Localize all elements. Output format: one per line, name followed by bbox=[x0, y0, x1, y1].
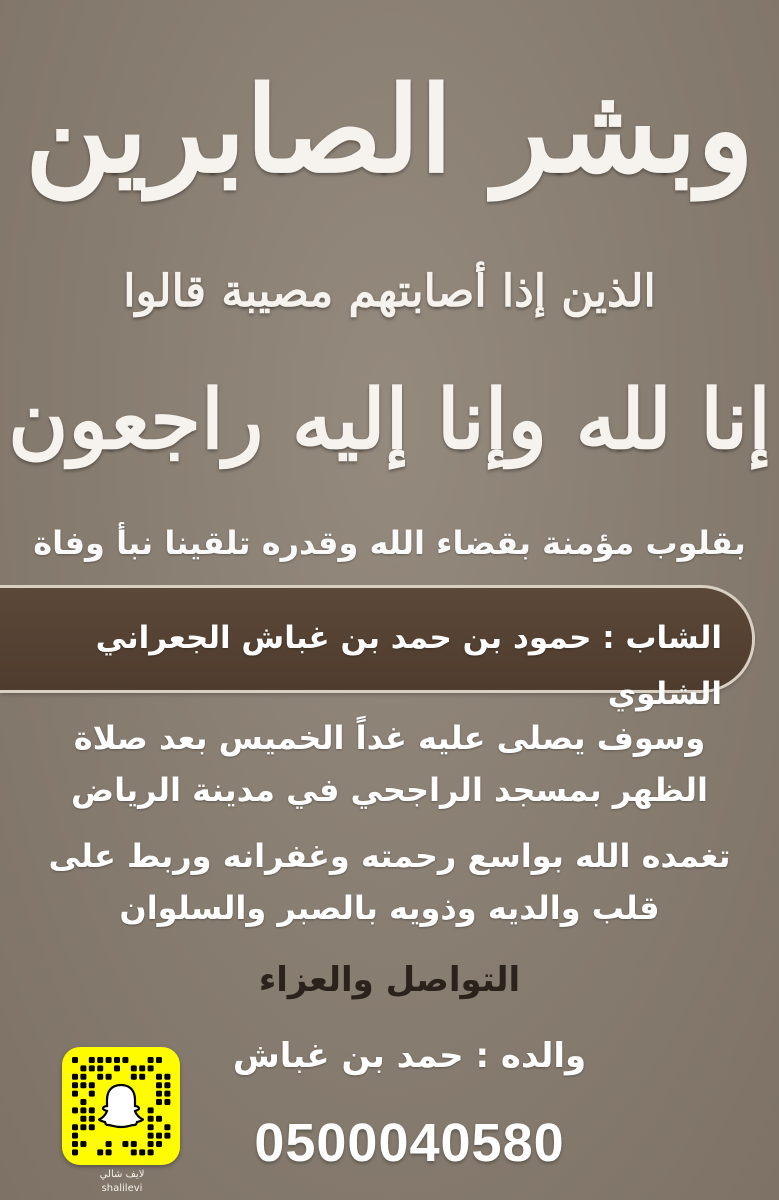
snapcode-dot bbox=[156, 1091, 162, 1097]
snapcode-dot bbox=[106, 1141, 112, 1147]
snapcode-dot bbox=[97, 1074, 103, 1080]
snapcode-dot bbox=[72, 1082, 78, 1088]
snapcode-dot bbox=[97, 1057, 103, 1063]
snapcode-dot bbox=[156, 1082, 162, 1088]
snapcode-dot bbox=[164, 1082, 170, 1088]
snapcode-dot bbox=[148, 1057, 154, 1063]
snapcode-dot bbox=[156, 1074, 162, 1080]
snapcode-dot bbox=[156, 1133, 162, 1139]
snapcode-dot bbox=[97, 1065, 103, 1071]
snapcode-dot bbox=[106, 1074, 112, 1080]
snapcode-dot bbox=[122, 1057, 128, 1063]
snapcode[interactable] bbox=[62, 1047, 180, 1165]
snapcode-dot bbox=[131, 1074, 137, 1080]
snapcode-dot bbox=[164, 1074, 170, 1080]
snapcode-dot bbox=[80, 1065, 86, 1071]
snapcode-dot bbox=[164, 1091, 170, 1097]
snapcode-dot bbox=[80, 1124, 86, 1130]
snapcode-dot bbox=[89, 1124, 95, 1130]
prayer-line-2: الظهر بمسجد الراجحي في مدينة الرياض bbox=[71, 771, 708, 809]
verse-main-calligraphy: وبشر الصابرين bbox=[25, 60, 754, 199]
snapcode-dot bbox=[80, 1082, 86, 1088]
prayer-line-1: وسوف يصلى عليه غداً الخميس بعد صلاة bbox=[73, 719, 706, 757]
snapcode-dot bbox=[148, 1107, 154, 1113]
snapchat-ghost-icon bbox=[98, 1081, 144, 1131]
snapcode-dot bbox=[164, 1133, 170, 1139]
father-name: والده : حمد بن غباش bbox=[232, 1036, 587, 1076]
snapcode-dot bbox=[89, 1107, 95, 1113]
snapcode-dot bbox=[80, 1099, 86, 1105]
snapcode-dot bbox=[122, 1141, 128, 1147]
deceased-name: الشاب : حمود بن حمد بن غباش الجعراني الشلوي bbox=[95, 620, 722, 712]
snapcode-dot bbox=[156, 1057, 162, 1063]
snapcode-dot bbox=[164, 1124, 170, 1130]
snapcode-dot bbox=[80, 1074, 86, 1080]
prayer-announcement bbox=[40, 712, 739, 816]
snapcode-dot bbox=[72, 1107, 78, 1113]
snapcode-dot bbox=[89, 1082, 95, 1088]
supplication bbox=[40, 830, 739, 934]
snapcode-dot bbox=[72, 1133, 78, 1139]
supplication-line-2: قلب والديه وذويه بالصبر والسلوان bbox=[119, 889, 660, 927]
snapcode-label-arabic: لايف شالي bbox=[99, 1169, 145, 1180]
snapcode-dot bbox=[80, 1141, 86, 1147]
snapcode-dot bbox=[80, 1107, 86, 1113]
snapcode-dot bbox=[139, 1065, 145, 1071]
snapcode-dot bbox=[114, 1065, 120, 1071]
snapcode-dot bbox=[131, 1065, 137, 1071]
verse-line-2-calligraphy: إنا لله وإنا إليه راجعون bbox=[8, 372, 771, 468]
snapcode-dot bbox=[72, 1124, 78, 1130]
snapcode-dot bbox=[164, 1099, 170, 1105]
snapcode-dot bbox=[156, 1141, 162, 1147]
snapcode-dot bbox=[148, 1065, 154, 1071]
snapcode-dot bbox=[72, 1141, 78, 1147]
snapcode-dot bbox=[156, 1116, 162, 1122]
snapcode-dot bbox=[89, 1065, 95, 1071]
phone-number[interactable]: 0500040580 bbox=[254, 1113, 565, 1173]
contact-title: التواصل والعزاء bbox=[258, 960, 521, 1000]
intro-text: بقلوب مؤمنة بقضاء الله وقدره تلقينا نبأ وفاة bbox=[33, 524, 746, 562]
snapcode-label-handle: shalilevi bbox=[101, 1183, 143, 1194]
snapcode-dot bbox=[72, 1149, 78, 1155]
snapcode-dot bbox=[148, 1141, 154, 1147]
supplication-line-1: تغمده الله بواسع رحمته وغفرانه وربط على bbox=[48, 837, 731, 875]
snapcode-dot bbox=[72, 1091, 78, 1097]
snapcode-dot bbox=[89, 1091, 95, 1097]
snapcode-dot bbox=[156, 1099, 162, 1105]
snapcode-dot bbox=[139, 1074, 145, 1080]
snapcode-dot bbox=[72, 1057, 78, 1063]
snapcode-dot bbox=[131, 1149, 137, 1155]
deceased-name-banner bbox=[0, 588, 752, 712]
snapcode-dot bbox=[80, 1116, 86, 1122]
snapcode-dot bbox=[148, 1149, 154, 1155]
snapcode-dot bbox=[148, 1124, 154, 1130]
snapcode-dot bbox=[131, 1141, 137, 1147]
snapcode-dot bbox=[148, 1116, 154, 1122]
snapcode-dot bbox=[89, 1116, 95, 1122]
snapcode-dot bbox=[106, 1057, 112, 1063]
snapcode-dot bbox=[72, 1074, 78, 1080]
snapcode-dot bbox=[97, 1149, 103, 1155]
snapcode-dot bbox=[89, 1057, 95, 1063]
snapcode-dot bbox=[106, 1149, 112, 1155]
snapcode-label bbox=[60, 1168, 184, 1196]
verse-line-1: الذين إذا أصابتهم مصيبة قالوا bbox=[123, 266, 656, 317]
snapcode-dot bbox=[139, 1149, 145, 1155]
snapcode-dot bbox=[114, 1057, 120, 1063]
snapcode-dot bbox=[148, 1133, 154, 1139]
